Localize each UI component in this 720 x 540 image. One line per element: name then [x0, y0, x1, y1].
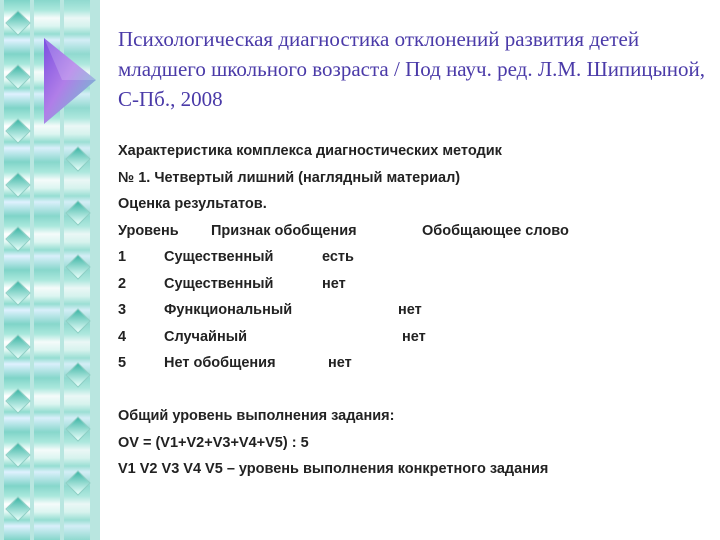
formula-note: V1 V2 V3 V4 V5 – уровень выполнения конкретного задания: [118, 461, 549, 477]
section-heading: Характеристика комплекса диагностических методик: [118, 143, 502, 159]
row-sign: Существенный: [164, 275, 274, 292]
triangle-play-icon: [42, 36, 98, 126]
row-word: нет: [322, 275, 346, 292]
row-word: есть: [322, 249, 354, 265]
row-sign: Случайный: [164, 328, 248, 345]
table-header: [118, 218, 708, 245]
table-row: [118, 350, 708, 377]
row-word: нет: [328, 355, 352, 371]
table-row: [118, 271, 708, 298]
slide-title: Психологическая диагностика отклонений развития детей младшего школьного возраста / Под науч. ред. Л.М. Шипицыной, С-Пб., 2008: [118, 27, 705, 111]
slide-content: [118, 138, 708, 483]
method-title: № 1. Четвертый лишний (наглядный материал): [118, 169, 461, 186]
evaluation-label: Оценка результатов.: [118, 196, 267, 212]
table-row: [118, 324, 708, 351]
row-level: 5: [118, 355, 127, 371]
table-row: [118, 297, 708, 324]
blank-line: [118, 377, 708, 404]
row-sign: Существенный: [164, 249, 274, 265]
row-level: 3: [118, 302, 127, 318]
row-word: нет: [398, 302, 422, 318]
row-level: 2: [118, 275, 127, 292]
row-level: 4: [118, 328, 127, 345]
row-word: нет: [402, 328, 426, 345]
row-sign: Функциональный: [164, 302, 293, 318]
table-row: [118, 244, 708, 271]
overall-label: Общий уровень выполнения задания:: [118, 408, 395, 424]
row-level: 1: [118, 249, 127, 265]
header-level: Уровень: [118, 222, 179, 239]
row-sign: Нет обобщения: [164, 355, 276, 371]
header-sign: Признак обобщения: [211, 222, 357, 239]
header-word: Обобщающее слово: [422, 222, 569, 239]
formula: OV = (V1+V2+V3+V4+V5) : 5: [118, 434, 309, 451]
